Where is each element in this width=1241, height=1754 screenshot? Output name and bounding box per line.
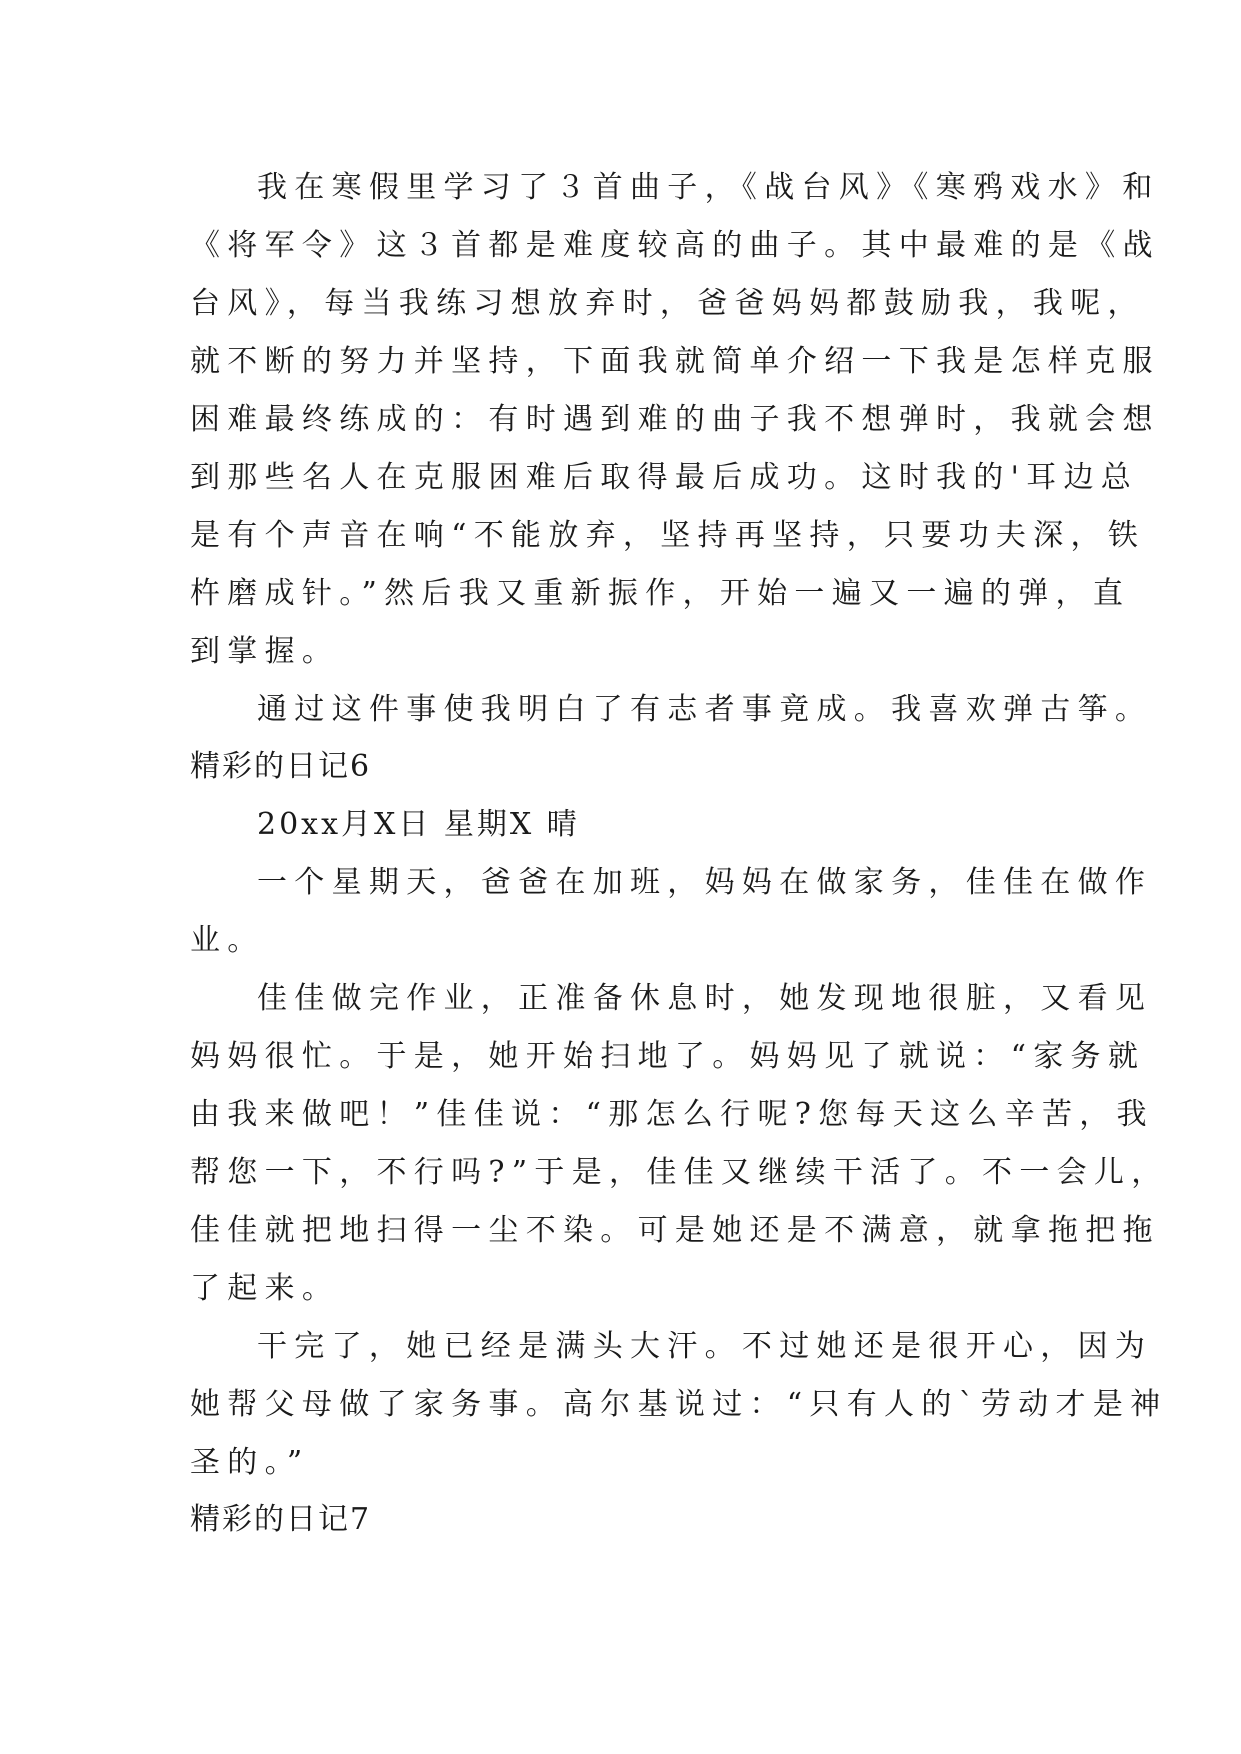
text-line: 杵磨成针。”然后我又重新振作，开始一遍又一遍的弹，直 bbox=[190, 576, 1131, 611]
text-line: 了起来。 bbox=[190, 1271, 340, 1306]
text-line: 业。 bbox=[190, 923, 265, 958]
text-line: 圣的。” bbox=[190, 1445, 310, 1480]
text-line: 《将军令》这３首都是难度较高的曲子。其中最难的是《战 bbox=[190, 228, 1160, 263]
text-line: 我在寒假里学习了３首曲子，《战台风》《寒鸦戏水》和 bbox=[257, 170, 1160, 205]
text-line: 到那些名人在克服困难后取得最后成功。这时我的'耳边总 bbox=[190, 460, 1139, 495]
text-line: 到掌握。 bbox=[190, 634, 340, 669]
text-line: 就不断的努力并坚持，下面我就简单介绍一下我是怎样克服 bbox=[190, 344, 1160, 379]
text-line: 干完了，她已经是满头大汗。不过她还是很开心，因为 bbox=[257, 1329, 1153, 1364]
section-heading: 精彩的日记7 bbox=[190, 1502, 372, 1537]
text-line: 一个星期天，爸爸在加班，妈妈在做家务，佳佳在做作 bbox=[257, 865, 1153, 900]
text-line: 由我来做吧！”佳佳说：“那怎么行呢?您每天这么辛苦，我 bbox=[190, 1097, 1154, 1132]
text-line: 妈妈很忙。于是，她开始扫地了。妈妈见了就说：“家务就 bbox=[190, 1039, 1146, 1074]
text-line: 是有个声音在响“不能放弃，坚持再坚持，只要功夫深，铁 bbox=[190, 518, 1146, 553]
text-line: 佳佳做完作业，正准备休息时，她发现地很脏，又看见 bbox=[257, 981, 1153, 1016]
text-line: 她帮父母做了家务事。高尔基说过：“只有人的`劳动才是神 bbox=[190, 1387, 1168, 1422]
text-line: 困难最终练成的：有时遇到难的曲子我不想弹时，我就会想 bbox=[190, 402, 1160, 437]
text-line: 佳佳就把地扫得一尘不染。可是她还是不满意，就拿拖把拖 bbox=[190, 1213, 1160, 1248]
text-line: 台风》，每当我练习想放弃时，爸爸妈妈都鼓励我，我呢， bbox=[190, 286, 1145, 321]
section-heading: 精彩的日记6 bbox=[190, 749, 372, 784]
text-line: 帮您一下，不行吗?”于是，佳佳又继续干活了。不一会儿， bbox=[190, 1155, 1169, 1190]
text-line: 通过这件事使我明白了有志者事竟成。我喜欢弹古筝。 bbox=[257, 692, 1153, 727]
diary-date-line: 20xx月X日 星期X 晴 bbox=[257, 807, 580, 842]
